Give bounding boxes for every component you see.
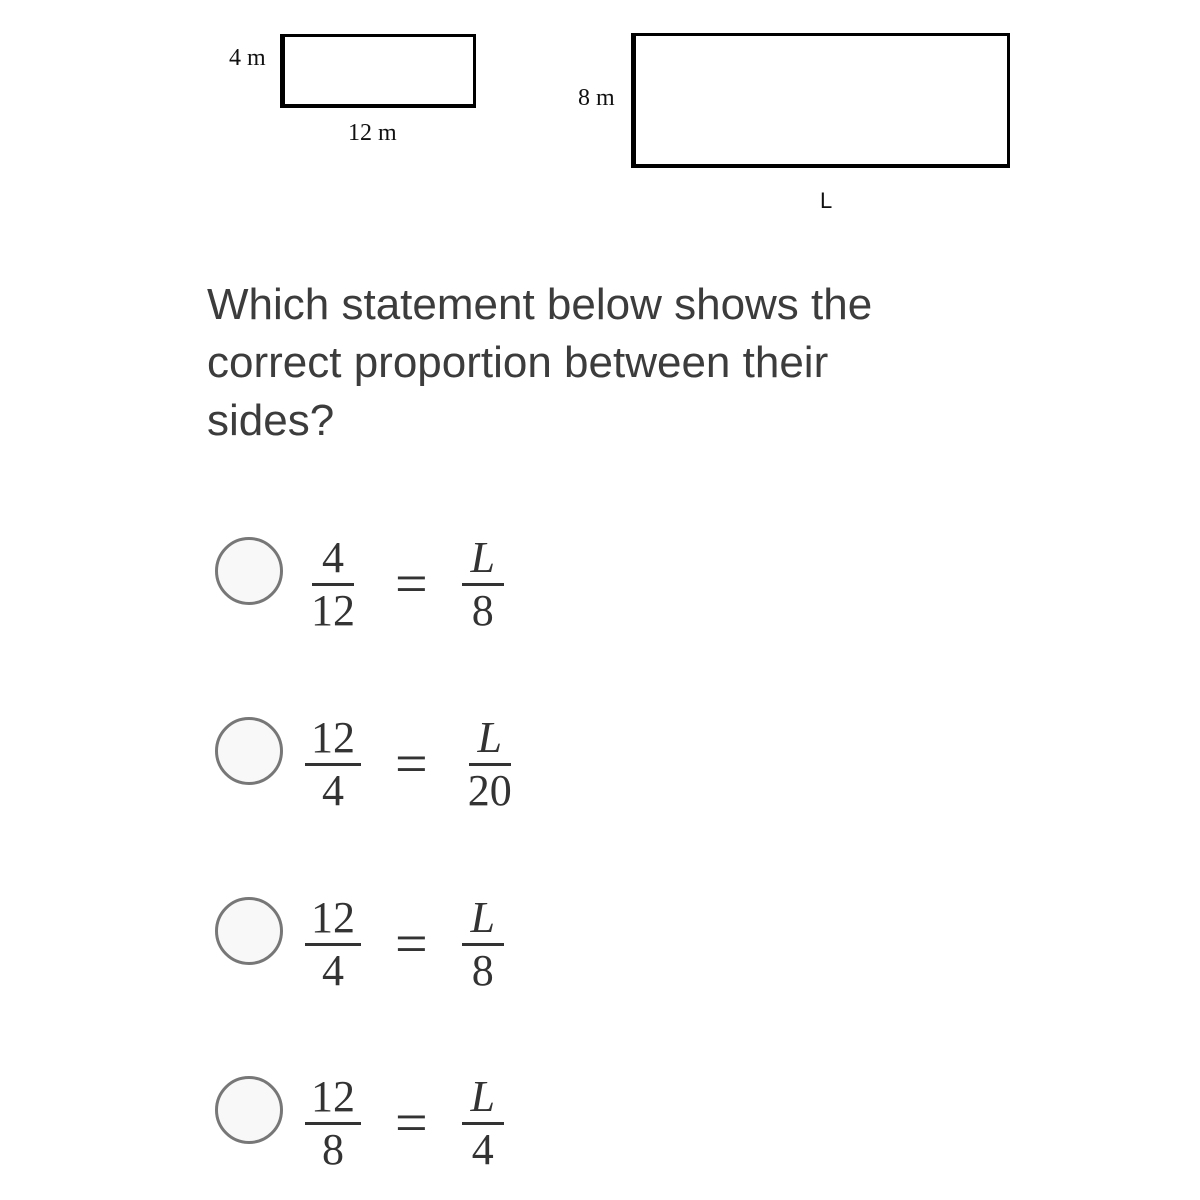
equals-sign: = (395, 731, 428, 796)
proportion-equation (305, 529, 504, 639)
radio-button[interactable] (215, 897, 283, 965)
numerator: L (462, 897, 504, 946)
small-rect-width-label: 12 m (348, 120, 397, 146)
answer-option-4[interactable] (215, 1071, 615, 1176)
large-rectangle (631, 33, 1010, 168)
left-fraction (305, 532, 361, 635)
equals-sign: = (395, 1090, 428, 1155)
right-fraction (462, 532, 504, 635)
right-fraction (462, 712, 518, 815)
question-text: Which statement below shows the correct proportion between their sides? (207, 280, 873, 445)
right-fraction (462, 1071, 504, 1174)
proportion-equation (305, 1068, 504, 1178)
numerator: 12 (305, 717, 361, 766)
denominator: 4 (322, 945, 344, 995)
answer-option-1[interactable] (215, 532, 615, 637)
denominator: 20 (467, 765, 512, 815)
small-rect-height-label: 4 m (229, 45, 266, 71)
left-fraction (305, 1071, 361, 1174)
numerator: L (469, 717, 511, 766)
denominator: 8 (322, 1124, 344, 1174)
numerator: 12 (305, 897, 361, 946)
denominator: 12 (311, 585, 355, 635)
denominator: 8 (471, 945, 494, 995)
numerator: 12 (305, 1076, 361, 1125)
large-rect-width-label: L (820, 188, 833, 213)
radio-button[interactable] (215, 717, 283, 785)
numerator: L (462, 1076, 504, 1125)
radio-button[interactable] (215, 537, 283, 605)
equals-sign: = (395, 911, 428, 976)
denominator: 8 (471, 585, 494, 635)
denominator: 4 (471, 1124, 494, 1174)
radio-button[interactable] (215, 1076, 283, 1144)
numerator: 4 (312, 537, 354, 586)
denominator: 4 (322, 765, 344, 815)
numerator: L (462, 537, 504, 586)
left-fraction (305, 892, 361, 995)
left-fraction (305, 712, 361, 815)
right-fraction (462, 892, 504, 995)
proportion-equation (305, 889, 504, 999)
small-rectangle (280, 34, 476, 108)
answer-option-3[interactable] (215, 892, 615, 997)
large-rect-height-label: 8 m (578, 85, 615, 111)
equals-sign: = (395, 551, 428, 616)
proportion-equation (305, 709, 518, 819)
answer-option-2[interactable] (215, 712, 615, 817)
